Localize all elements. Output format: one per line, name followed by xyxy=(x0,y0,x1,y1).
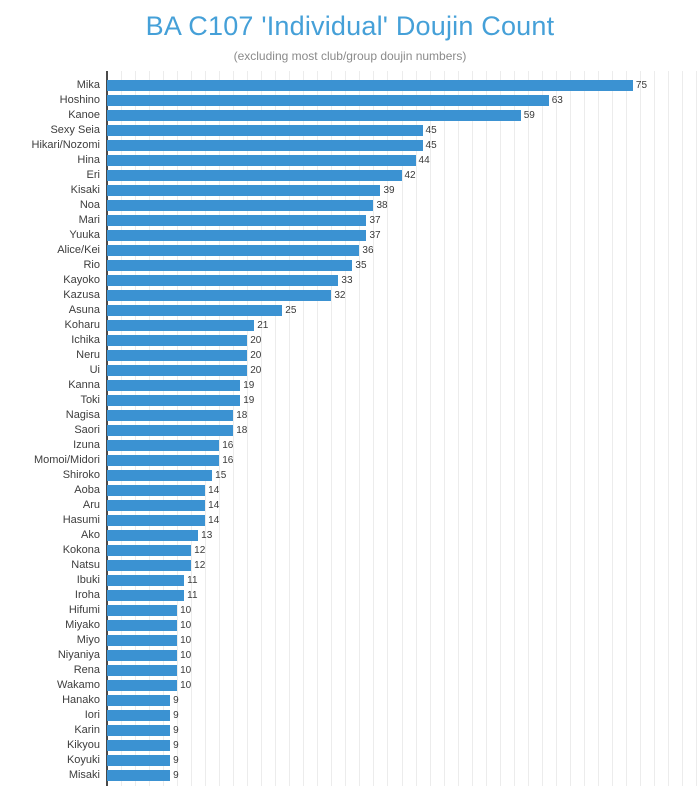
bar xyxy=(107,485,205,496)
bar-track xyxy=(107,288,696,303)
bar-row xyxy=(0,663,696,678)
bar-row xyxy=(0,348,696,363)
category-label: Hina xyxy=(77,154,100,166)
bar xyxy=(107,620,177,631)
category-label: Ako xyxy=(81,529,100,541)
value-label: 37 xyxy=(369,214,381,226)
bar-row xyxy=(0,318,696,333)
bar xyxy=(107,665,177,676)
category-label: Aoba xyxy=(74,484,100,496)
bar xyxy=(107,185,380,196)
bar-track xyxy=(107,378,696,393)
value-label: 21 xyxy=(257,319,269,331)
bar-row xyxy=(0,153,696,168)
category-label: Nagisa xyxy=(65,409,100,421)
bar-track xyxy=(107,198,696,213)
bar-track xyxy=(107,573,696,588)
bar-track xyxy=(107,693,696,708)
bar-track xyxy=(107,528,696,543)
value-label: 9 xyxy=(173,724,179,736)
value-label: 9 xyxy=(173,694,179,706)
gridline xyxy=(696,71,697,786)
bar xyxy=(107,155,416,166)
value-label: 20 xyxy=(250,334,262,346)
bar-track xyxy=(107,723,696,738)
bar xyxy=(107,380,240,391)
bar xyxy=(107,440,219,451)
category-label: Kokona xyxy=(62,544,100,556)
category-label: Kikyou xyxy=(66,739,100,751)
category-label: Ibuki xyxy=(76,574,100,586)
bar-row xyxy=(0,288,696,303)
bar-row xyxy=(0,483,696,498)
category-label: Shiroko xyxy=(62,469,100,481)
bar-track xyxy=(107,393,696,408)
value-label: 16 xyxy=(222,439,234,451)
bar-row xyxy=(0,363,696,378)
value-label: 11 xyxy=(187,574,198,586)
category-label: Niyaniya xyxy=(57,649,100,661)
category-label: Koyuki xyxy=(66,754,100,766)
bar xyxy=(107,605,177,616)
value-label: 25 xyxy=(285,304,297,316)
value-label: 12 xyxy=(194,544,206,556)
bar xyxy=(107,770,170,781)
bar xyxy=(107,305,282,316)
value-label: 12 xyxy=(194,559,206,571)
category-label: Hikari/Nozomi xyxy=(31,139,100,151)
bar-track xyxy=(107,498,696,513)
bar-track xyxy=(107,468,696,483)
category-label: Hoshino xyxy=(59,94,100,106)
bar-row xyxy=(0,708,696,723)
category-label: Karin xyxy=(74,724,100,736)
value-label: 10 xyxy=(180,634,192,646)
bar-track xyxy=(107,138,696,153)
bar-track xyxy=(107,108,696,123)
bar-track xyxy=(107,438,696,453)
bar-track xyxy=(107,588,696,603)
category-label: Natsu xyxy=(71,559,100,571)
value-label: 20 xyxy=(250,349,262,361)
bar xyxy=(107,455,219,466)
bar-track xyxy=(107,258,696,273)
value-label: 10 xyxy=(180,604,192,616)
bar xyxy=(107,515,205,526)
bar-row xyxy=(0,423,696,438)
bar xyxy=(107,725,170,736)
category-label: Asuna xyxy=(68,304,100,316)
bar xyxy=(107,80,633,91)
bar-row xyxy=(0,753,696,768)
category-label: Momoi/Midori xyxy=(33,454,100,466)
bar-row xyxy=(0,108,696,123)
bar-row xyxy=(0,768,696,783)
bar-track xyxy=(107,618,696,633)
category-label: Hasumi xyxy=(62,514,100,526)
bar xyxy=(107,635,177,646)
bar xyxy=(107,365,247,376)
bar xyxy=(107,425,233,436)
bar-row xyxy=(0,183,696,198)
bar xyxy=(107,320,254,331)
bar-track xyxy=(107,513,696,528)
value-label: 39 xyxy=(383,184,395,196)
bar-track xyxy=(107,228,696,243)
bar-row xyxy=(0,123,696,138)
bar-row xyxy=(0,78,696,93)
bar-row xyxy=(0,678,696,693)
bar-row xyxy=(0,438,696,453)
bar-row xyxy=(0,528,696,543)
chart-title: BA C107 'Individual' Doujin Count xyxy=(145,11,555,41)
bar xyxy=(107,470,212,481)
value-label: 19 xyxy=(243,379,255,391)
category-label: Mari xyxy=(78,214,100,226)
value-label: 9 xyxy=(173,709,179,721)
bar xyxy=(107,530,198,541)
bar xyxy=(107,95,549,106)
category-label: Kanna xyxy=(68,379,100,391)
bar-row xyxy=(0,693,696,708)
bar-track xyxy=(107,558,696,573)
category-label: Kanoe xyxy=(68,109,100,121)
category-label: Iori xyxy=(84,709,100,721)
bar xyxy=(107,740,170,751)
bar xyxy=(107,170,402,181)
bar-track xyxy=(107,768,696,783)
bar-row xyxy=(0,543,696,558)
value-label: 10 xyxy=(180,664,192,676)
value-label: 14 xyxy=(208,499,220,511)
category-label: Rio xyxy=(83,259,100,271)
value-label: 75 xyxy=(635,79,648,91)
value-label: 14 xyxy=(208,514,220,526)
bar xyxy=(107,680,177,691)
value-label: 63 xyxy=(551,94,563,106)
bar-row xyxy=(0,573,696,588)
bar-row xyxy=(0,498,696,513)
bar-row xyxy=(0,633,696,648)
bar xyxy=(107,110,521,121)
bar-track xyxy=(107,483,696,498)
category-label: Sexy Seia xyxy=(50,124,100,136)
bar-track xyxy=(107,453,696,468)
category-label: Iroha xyxy=(74,589,100,601)
value-label: 37 xyxy=(369,229,381,241)
value-label: 19 xyxy=(243,394,255,406)
bar xyxy=(107,695,170,706)
bar-track xyxy=(107,183,696,198)
bar-row xyxy=(0,453,696,468)
bar-row xyxy=(0,273,696,288)
bar-track xyxy=(107,123,696,138)
bar-track xyxy=(107,603,696,618)
bar-track xyxy=(107,333,696,348)
value-label: 9 xyxy=(173,739,179,751)
bar xyxy=(107,575,184,586)
value-label: 20 xyxy=(250,364,262,376)
bar-track xyxy=(107,318,696,333)
bar-track xyxy=(107,408,696,423)
bar xyxy=(107,230,366,241)
category-label: Rena xyxy=(73,664,100,676)
category-label: Hifumi xyxy=(68,604,100,616)
bar-track xyxy=(107,753,696,768)
category-label: Eri xyxy=(86,169,100,181)
bar-track xyxy=(107,273,696,288)
value-label: 45 xyxy=(425,124,437,136)
bar-row xyxy=(0,303,696,318)
bar-track xyxy=(107,303,696,318)
bar xyxy=(107,500,205,511)
category-label: Koharu xyxy=(64,319,100,331)
bar xyxy=(107,290,331,301)
bar-track xyxy=(107,168,696,183)
bar-row xyxy=(0,738,696,753)
bar-track xyxy=(107,213,696,228)
category-label: Miyako xyxy=(65,619,100,631)
bar xyxy=(107,335,247,346)
bar-row xyxy=(0,213,696,228)
bar-track xyxy=(107,78,696,93)
bar xyxy=(107,590,184,601)
value-label: 16 xyxy=(222,454,234,466)
category-label: Alice/Kei xyxy=(57,244,100,256)
bar-track xyxy=(107,363,696,378)
bar-row xyxy=(0,558,696,573)
bar-track xyxy=(107,153,696,168)
bar xyxy=(107,245,359,256)
category-label: Toki xyxy=(80,394,100,406)
value-label: 45 xyxy=(425,139,437,151)
bar-row xyxy=(0,393,696,408)
bar-row xyxy=(0,93,696,108)
bar-row xyxy=(0,618,696,633)
bar-row xyxy=(0,198,696,213)
bar-row xyxy=(0,468,696,483)
value-label: 18 xyxy=(236,409,248,421)
bar xyxy=(107,395,240,406)
bar-track xyxy=(107,348,696,363)
bar-track xyxy=(107,663,696,678)
bar-row xyxy=(0,513,696,528)
chart-subtitle: (excluding most club/group doujin numbers) xyxy=(233,49,467,63)
category-label: Neru xyxy=(76,349,100,361)
category-label: Wakamo xyxy=(57,679,100,691)
value-label: 10 xyxy=(180,649,192,661)
value-label: 32 xyxy=(334,289,346,301)
category-label: Misaki xyxy=(68,769,100,781)
category-label: Ui xyxy=(89,364,100,376)
bar-track xyxy=(107,708,696,723)
bar xyxy=(107,545,191,556)
bar-track xyxy=(107,423,696,438)
bar xyxy=(107,275,338,286)
value-label: 38 xyxy=(376,199,388,211)
category-label: Aru xyxy=(82,499,100,511)
bar xyxy=(107,755,170,766)
value-label: 44 xyxy=(418,154,430,166)
bar-row xyxy=(0,408,696,423)
bar xyxy=(107,200,373,211)
bar xyxy=(107,125,423,136)
bar-track xyxy=(107,543,696,558)
value-label: 15 xyxy=(215,469,227,481)
value-label: 9 xyxy=(173,754,179,766)
bar-track xyxy=(107,633,696,648)
chart-rows xyxy=(0,78,696,783)
category-label: Izuna xyxy=(73,439,100,451)
category-label: Noa xyxy=(79,199,100,211)
bar-row xyxy=(0,333,696,348)
category-label: Miyo xyxy=(76,634,100,646)
category-label: Yuuka xyxy=(69,229,100,241)
value-label: 10 xyxy=(180,619,192,631)
bar-row xyxy=(0,243,696,258)
value-label: 42 xyxy=(404,169,416,181)
category-label: Hanako xyxy=(62,694,100,706)
bar-track xyxy=(107,738,696,753)
bar-track xyxy=(107,243,696,258)
value-label: 9 xyxy=(173,769,179,781)
bar-track xyxy=(107,678,696,693)
bar xyxy=(107,710,170,721)
value-label: 36 xyxy=(362,244,374,256)
bar-row xyxy=(0,228,696,243)
bar-row xyxy=(0,603,696,618)
bar xyxy=(107,260,352,271)
bar xyxy=(107,410,233,421)
category-label: Saori xyxy=(74,424,100,436)
value-label: 18 xyxy=(236,424,248,436)
category-label: Kazusa xyxy=(63,289,100,301)
bar-row xyxy=(0,723,696,738)
category-label: Mika xyxy=(76,79,100,91)
bar-row xyxy=(0,258,696,273)
bar-track xyxy=(107,648,696,663)
bar-row xyxy=(0,138,696,153)
bar-row xyxy=(0,588,696,603)
value-label: 35 xyxy=(355,259,367,271)
bar xyxy=(107,560,191,571)
value-label: 59 xyxy=(523,109,535,121)
bar-row xyxy=(0,168,696,183)
value-label: 10 xyxy=(180,679,192,691)
value-label: 14 xyxy=(208,484,220,496)
value-label: 13 xyxy=(201,529,213,541)
bar xyxy=(107,350,247,361)
bar xyxy=(107,140,423,151)
bar-row xyxy=(0,378,696,393)
category-label: Kayoko xyxy=(63,274,100,286)
value-label: 33 xyxy=(341,274,353,286)
bar-row xyxy=(0,648,696,663)
bar-track xyxy=(107,93,696,108)
bar xyxy=(107,650,177,661)
category-label: Ichika xyxy=(71,334,100,346)
bar xyxy=(107,215,366,226)
category-label: Kisaki xyxy=(70,184,100,196)
value-label: 11 xyxy=(187,589,198,601)
